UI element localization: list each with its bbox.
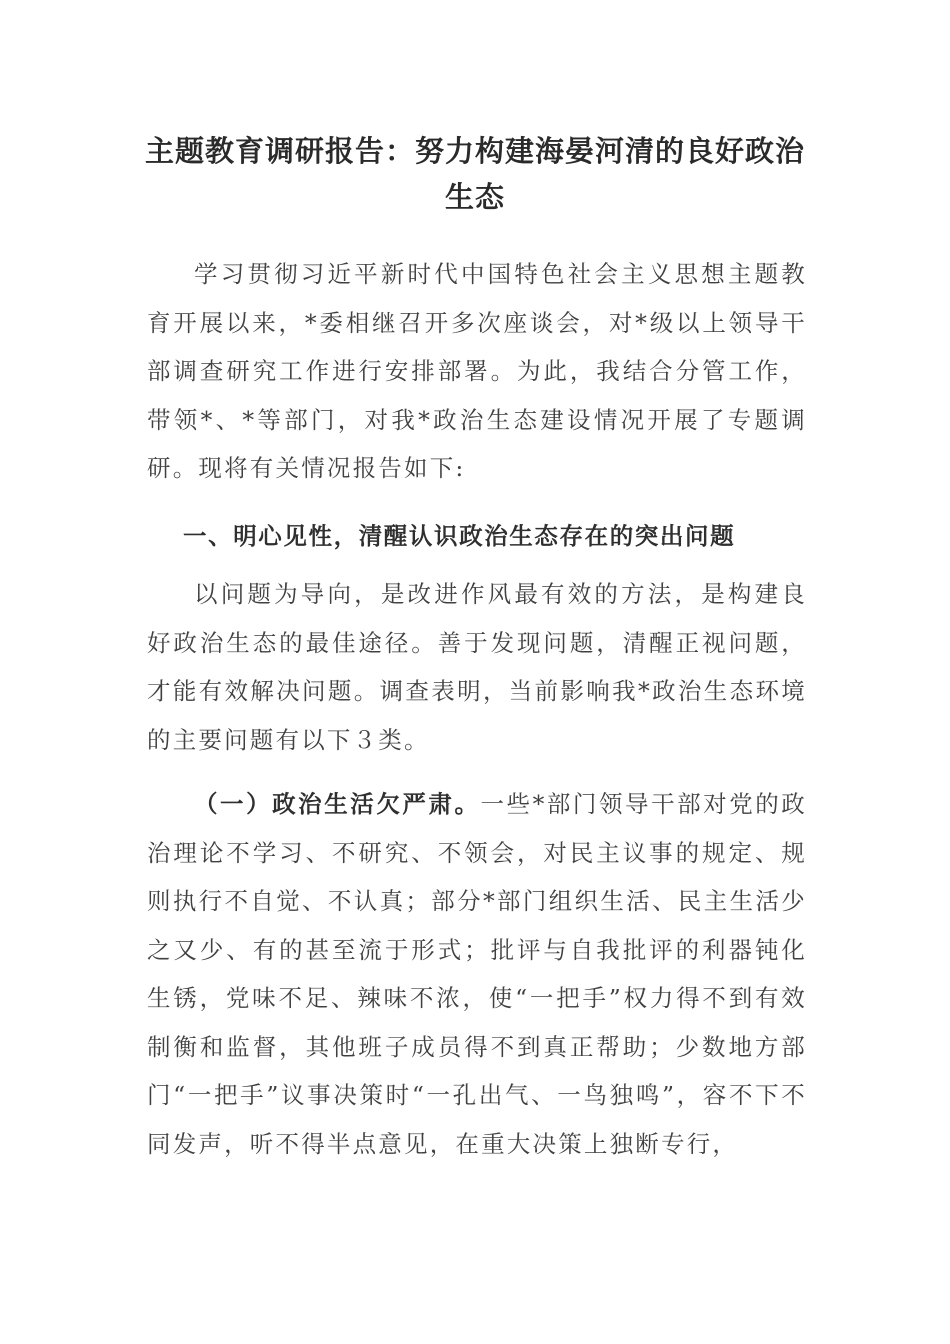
document-title bbox=[130, 128, 820, 220]
title-line-2: 生态 bbox=[444, 180, 505, 214]
section-1-paragraph: 以问题为导向，是改进作风最有效的方法，是构建良好政治生态的最佳途径。善于发现问题，清醒正视问题，才能有效解决问题。调查表明，当前影响我*政治生态环境的主要问题有以下３类。 bbox=[147, 580, 807, 754]
subsection-1-paragraph bbox=[147, 780, 807, 1168]
subsection-1-lead: （一）政治生活欠严肃。 bbox=[194, 790, 481, 818]
subsection-1-text: 一些*部门领导干部对党的政治理论不学习、不研究、不领会，对民主议事的规定、规则执行不自觉、不认真；部分*部门组织生活、民主生活少之又少、有的甚至流于形式；批评与自我批评的利器钝化生锈，党味不足、辣味不浓，使“一把手”权力得不到有效制衡和监督，其他班子成员得不到真正帮助；少数地方部门“一把手”议事决策时“一孔出气、一鸟独鸣”，容不下不同发声，听不得半点意见，在重大决策上独断专行， bbox=[147, 790, 807, 1158]
intro-paragraph: 学习贯彻习近平新时代中国特色社会主义思想主题教育开展以来，*委相继召开多次座谈会，对*级以上领导干部调查研究工作进行安排部署。为此，我结合分管工作，带领*、*等部门，对我*政治生态建设情况开展了专题调研。现将有关情况报告如下: bbox=[147, 260, 807, 482]
title-line-1: 主题教育调研报告：努力构建海晏河清的良好政治 bbox=[144, 134, 805, 168]
section-1-heading: 一、明心见性，清醒认识政治生态存在的突出问题 bbox=[183, 522, 736, 550]
